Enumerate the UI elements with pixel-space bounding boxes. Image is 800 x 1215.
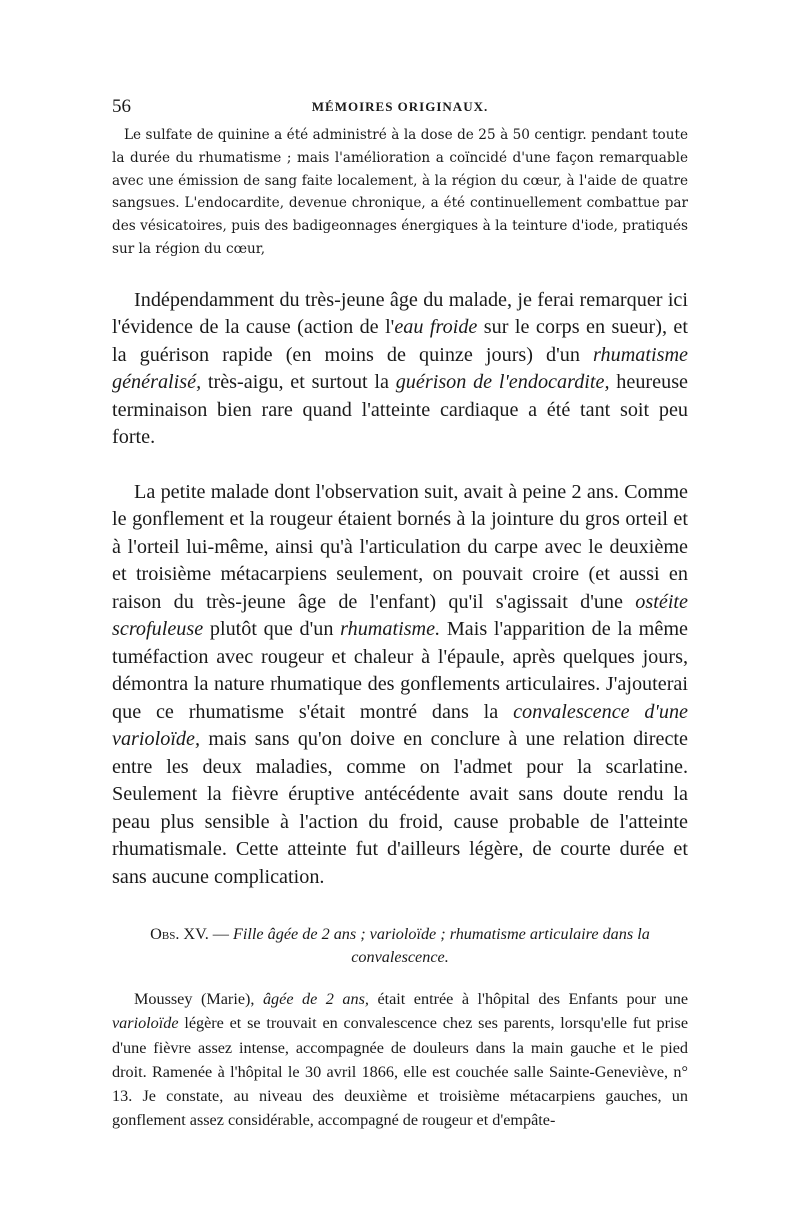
text-run: Moussey (Marie), <box>134 990 263 1009</box>
italic-run: convalescence d'une varioloïde, <box>112 700 688 751</box>
running-title: MÉMOIRES ORIGINAUX. <box>311 99 489 114</box>
paragraph-treatment-note <box>112 124 688 261</box>
paragraph-commentary-2 <box>112 479 688 892</box>
page-number: 56 <box>112 96 131 117</box>
italic-run: varioloïde <box>112 1014 179 1033</box>
text-run: sur le corps en sueur), et la guérison rapide (en moins de quinze jours) d'un <box>112 316 689 366</box>
text-run: Indépendamment du très-jeune âge du malade, je ferai remarquer ici l'évidence de la cause (action de l' <box>112 288 688 339</box>
italic-run: rhumatisme. <box>340 618 441 641</box>
italic-run: eau froide <box>394 316 478 339</box>
observation-body <box>112 987 688 1132</box>
treatment-note-text: Le sulfate de quinine a été administré à la dose de 25 à 50 centigr. pendant toute la durée du rhumatisme ; mais l'amélioration a coïncidé d'une façon remarquable avec une émission de sang faite localement, à la région du cœur, à l'aide de quatre sangsues. L'endocardite, devenue chronique, a été continuellement combattue par des vésicatoires, puis des badigeonnages énergiques à la teinture d'iode, pratiqués sur la région du cœur, <box>112 127 688 257</box>
observation-number: Obs. XV. — <box>150 925 229 944</box>
text-run: Mais l'apparition de la même tuméfaction avec rougeur et chaleur à l'épaule, après quelques jours, démontra la nature rhumatique des gonflements articulaires. J'ajouterai que ce rhumatisme s'était montré dans la <box>112 618 688 723</box>
italic-run: rhumatisme généralisé, <box>112 343 688 394</box>
text-run: mais sans qu'on doive en conclure à une relation directe entre les deux maladies, comme on l'admet pour la scarlatine. Seulement la fièvre éruptive antécédente avait sans doute rendu la peau plus sensible à l'action du froid, cause probable de l'atteinte rhumatismale. Cette atteinte fut d'ailleurs légère, de courte durée et sans aucune complication. <box>112 728 688 888</box>
italic-run: ostéite scrofuleuse <box>112 590 688 641</box>
text-run: La petite malade dont l'observation suit, avait à peine 2 ans. Comme le gonflement et la rougeur étaient bornés à la jointure du gros orteil et à l'orteil lui-même, ainsi qu'à l'articulation du carpe avec le deuxième et troisième métacarpiens seulement, on pouvait croire (et aussi en raison du très-jeune âge de l'enfant) qu'il s'agissait d'une <box>112 480 688 613</box>
italic-run: âgée de 2 ans, <box>262 990 369 1009</box>
text-run: heureuse terminaison bien rare quand l'atteinte cardiaque a été tant soit peu forte. <box>112 371 689 449</box>
italic-run: guérison de l'endocardite, <box>395 371 610 394</box>
running-head <box>112 96 688 124</box>
observation-heading <box>112 923 688 969</box>
book-page <box>112 96 688 1149</box>
text-run: plutôt que d'un <box>203 618 341 641</box>
paragraph-commentary-1 <box>112 287 688 452</box>
observation-title: Fille âgée de 2 ans ; varioloïde ; rhumatisme articulaire dans la convalescence. <box>233 925 650 967</box>
text-run: était entrée à l'hôpital des Enfants pour une <box>368 990 689 1009</box>
text-run: légère et se trouvait en convalescence chez ses parents, lorsqu'elle fut prise d'une fièvre assez intense, accompagnée de douleurs dans la main gauche et le pied droit. Ramenée à l'hôpital le 30 avril 1866, elle est couchée salle Sainte-Geneviève, n° 13. Je constate, au niveau des deuxième et troisième métacarpiens gauches, un gonflement assez considérable, accompagné de rougeur et d'empâte- <box>112 1014 688 1130</box>
text-run: très-aigu, et surtout la <box>201 371 396 394</box>
